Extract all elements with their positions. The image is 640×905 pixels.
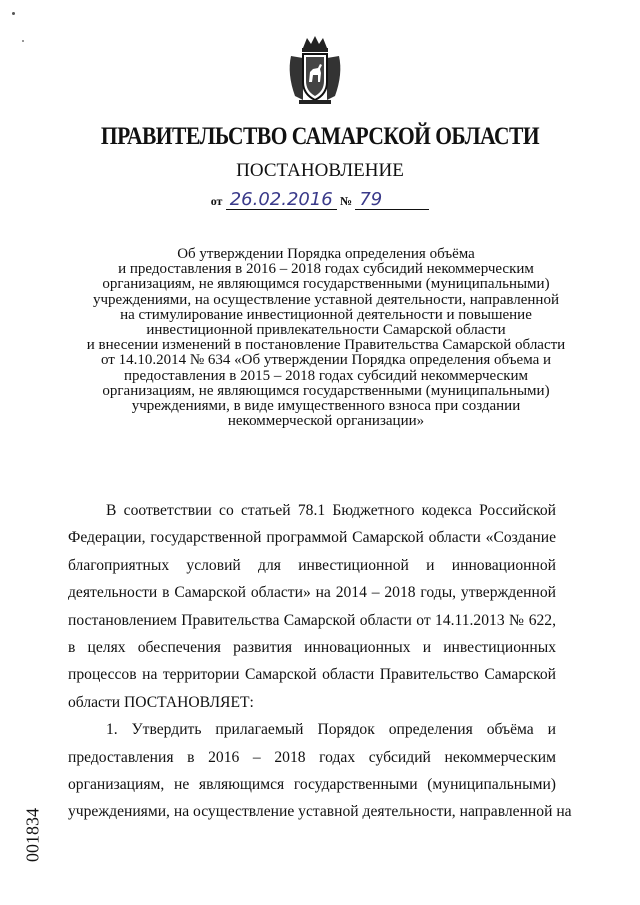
subject-line: и внесении изменений в постановление Правительства Самарской области bbox=[86, 337, 566, 354]
coat-of-arms-icon bbox=[285, 34, 345, 106]
body-line: предоставления в 2016 – 2018 годах субсидий некоммерческим bbox=[68, 748, 556, 766]
subject-line: учреждениями, в виде имущественного взноса при создании bbox=[131, 398, 521, 415]
number-label: № bbox=[340, 194, 353, 208]
document-body bbox=[68, 497, 572, 826]
body-line: В соответствии со статьей 78.1 Бюджетного кодекса Российской bbox=[106, 502, 556, 519]
subject-line: учреждениями, на осуществление уставной деятельности, направленной bbox=[93, 291, 559, 308]
body-line: деятельности в Самарской области» на 2014 – 2018 годы, утвержденной bbox=[68, 584, 556, 602]
archive-number: 001834 bbox=[22, 808, 43, 862]
subject-line: на стимулирование инвестиционной деятельности и повышение bbox=[120, 306, 532, 323]
body-line: 1. Утвердить прилагаемый Порядок определения объёма и bbox=[106, 721, 556, 739]
subject-line: организациям, не являющимся государственными (муниципальными) bbox=[102, 382, 550, 399]
document-type: ПОСТАНОВЛЕНИЕ bbox=[236, 160, 404, 181]
subject-line: и предоставления в 2016 – 2018 годах субсидий некоммерческим bbox=[118, 261, 534, 278]
body-line: Федерации, государственной программой Самарской области «Создание bbox=[68, 529, 556, 547]
document-subject bbox=[66, 247, 586, 429]
subject-line: организациям, не являющимся государственными (муниципальными) bbox=[102, 276, 550, 293]
subject-line: Об утверждении Порядка определения объёма bbox=[177, 246, 475, 262]
scan-speck bbox=[22, 40, 24, 42]
scan-speck bbox=[12, 12, 15, 15]
subject-line: инвестиционной привлекательности Самарской области bbox=[146, 322, 506, 339]
body-line: области ПОСТАНОВЛЯЕТ: bbox=[68, 693, 254, 711]
date-label: от bbox=[210, 194, 223, 208]
archive-number-stamp bbox=[8, 810, 58, 860]
handwritten-number: 79 bbox=[355, 191, 429, 210]
body-line: процессов на территории Самарской области Правительство Самарской bbox=[68, 666, 556, 684]
subject-line: предоставления в 2015 – 2018 годах субсидий некоммерческим bbox=[124, 367, 528, 384]
date-number-line bbox=[0, 191, 640, 210]
body-line: постановлением Правительства Самарской области от 14.11.2013 № 622, bbox=[68, 611, 556, 629]
body-line: учреждениями, на осуществление уставной деятельности, направленной на bbox=[68, 803, 572, 821]
subject-line: от 14.10.2014 № 634 «Об утверждении Порядка определения объема и bbox=[100, 352, 552, 369]
body-line: благоприятных условий для инвестиционной и инновационной bbox=[68, 556, 556, 574]
subject-line: некоммерческой организации» bbox=[227, 413, 425, 430]
body-line: организациям, не являющимся государственными (муниципальными) bbox=[68, 776, 556, 794]
organization-title: ПРАВИТЕЛЬСТВО САМАРСКОЙ ОБЛАСТИ bbox=[100, 123, 540, 150]
handwritten-date: 26.02.2016 bbox=[226, 191, 337, 210]
body-line: в целях обеспечения развития инновационных и инвестиционных bbox=[68, 639, 556, 657]
